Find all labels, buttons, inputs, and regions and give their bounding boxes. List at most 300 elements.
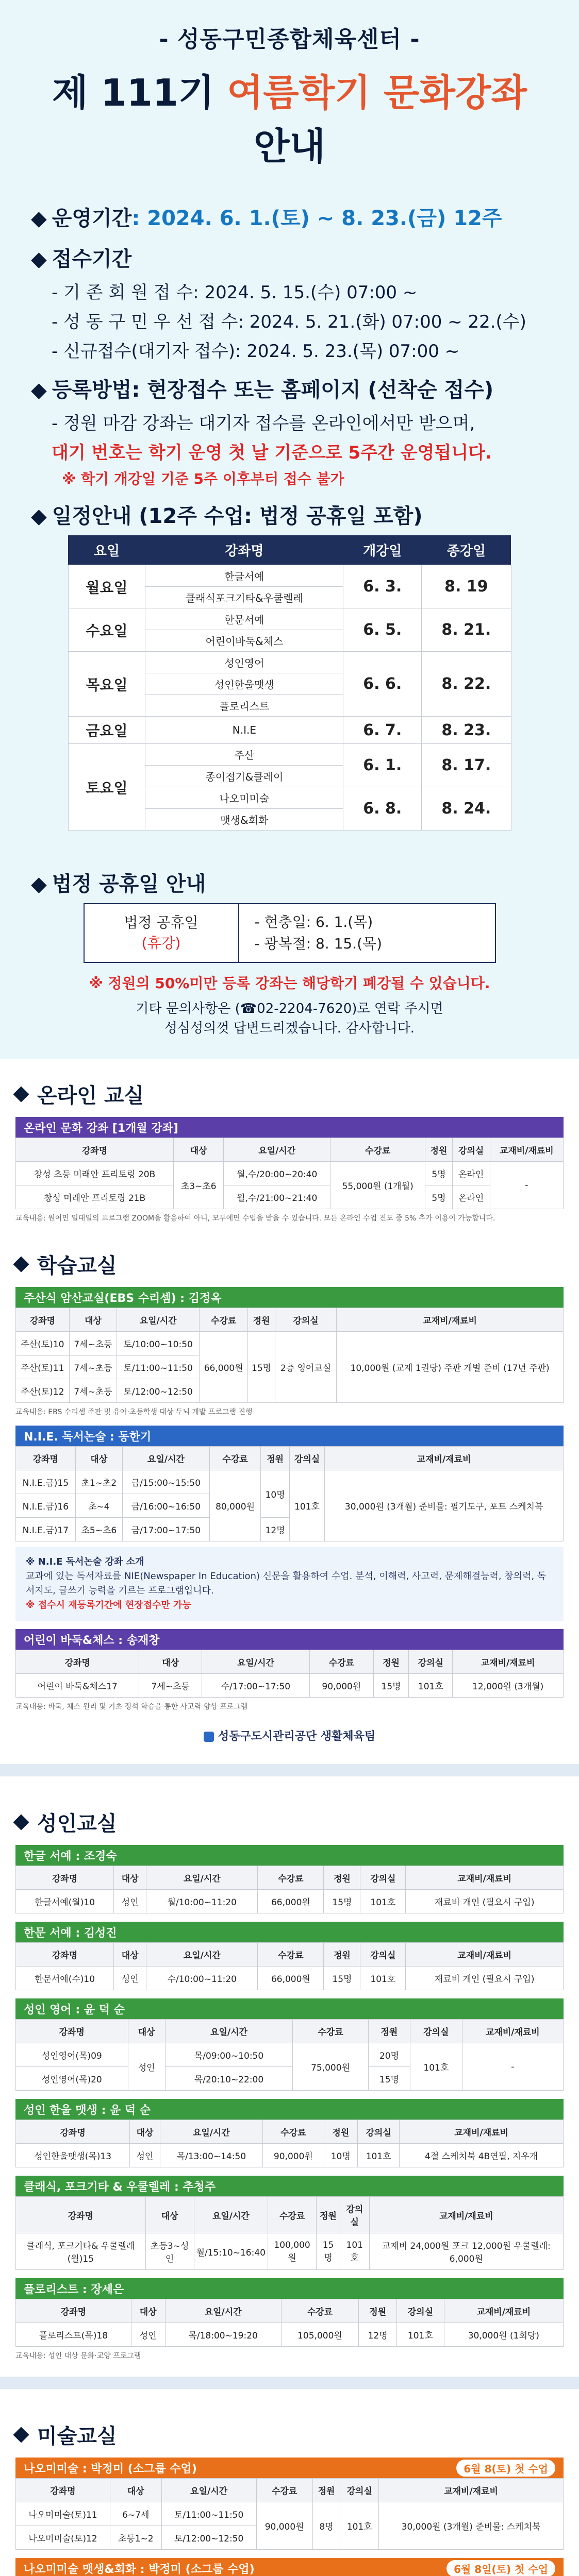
table-header: 강의실 <box>275 1308 336 1332</box>
table-header: 교재비/재료비 <box>406 1943 564 1967</box>
table-header: 요일/시간 <box>146 1866 258 1890</box>
cell: 성인영어(목)09 <box>16 2043 128 2067</box>
cell: 10명 <box>324 2144 358 2167</box>
title-post: 안내 <box>253 125 326 168</box>
cell: 101호 <box>360 1967 406 1990</box>
schedule-course: 클래식포크기타&우쿨렐레 <box>145 587 343 608</box>
cell: 7세~초등 <box>69 1379 117 1403</box>
schedule-end: 8. 23. <box>422 717 511 744</box>
cell: 초~4 <box>75 1494 122 1518</box>
cell: 66,000원 <box>258 1967 324 1990</box>
footer-text: 성동구도시관리공단 생활체육팀 <box>218 1730 376 1743</box>
section-title <box>15 2420 564 2449</box>
adult-note: 교육내용: 성인 대상 문화·교양 프로그램 <box>15 2352 141 2360</box>
table-header: 대상 <box>114 1866 146 1890</box>
cell: 주산(토)12 <box>16 1379 70 1403</box>
cell: 토/11:00~11:50 <box>117 1355 200 1379</box>
table-header: 강좌명 <box>16 2020 128 2043</box>
cell: 20명 <box>368 2043 410 2067</box>
title-accent: 여름학기 문화강좌 <box>227 71 527 114</box>
table-header: 대상 <box>130 2120 160 2144</box>
cell: 금/16:00~16:50 <box>123 1494 210 1518</box>
table-header: 강좌명 <box>16 1866 114 1890</box>
cell: 창성 초등 미래안 프리토링 20B <box>16 1162 174 1185</box>
schedule-course: 한글서예 <box>145 565 343 587</box>
adult-table <box>15 2196 564 2270</box>
table-row <box>16 2233 564 2270</box>
schedule-course: 플로리스트 <box>145 695 343 717</box>
cell: 15명 <box>248 1332 275 1403</box>
course-bar-label: 주산식 암산교실(EBS 수리셈) : 김정옥 <box>24 1292 222 1305</box>
legal-title: 법정 공휴일 안내 <box>52 872 206 896</box>
table-header: 정원 <box>373 1650 409 1674</box>
adult-title: 성인교실 <box>37 1812 117 1836</box>
reg-line-2: - 성 동 구 민 우 선 접 수: 2024. 5. 21.(화) 07:00 ~ 22.(수) <box>52 312 526 332</box>
cell: 101호 <box>410 2043 462 2091</box>
table-header: 대상 <box>128 2020 165 2043</box>
table-header: 교재비/재료비 <box>379 2479 564 2502</box>
table-header: 요일/시간 <box>161 2479 256 2502</box>
cell: 101호 <box>397 2323 444 2347</box>
course-bar-label: 성인 한울 맷생 : 윤 덕 순 <box>24 2104 151 2117</box>
cell: 성인 <box>128 2043 165 2091</box>
diamond-icon <box>13 1086 29 1102</box>
cell: 4절 스케치북 4B연필, 지우개 <box>400 2144 564 2167</box>
cell: 토/10:00~10:50 <box>117 1332 200 1355</box>
legal-table <box>84 903 496 963</box>
cell: 90,000원 <box>309 1674 373 1698</box>
table-header: 강좌명 <box>16 1308 70 1332</box>
cell: 75,000원 <box>293 2043 369 2091</box>
legal-date: - 현충일: 6. 1.(목) <box>254 913 373 930</box>
table-header: 대상 <box>110 2479 161 2502</box>
table-header: 요일/시간 <box>165 2020 293 2043</box>
schedule-header: 강좌명 <box>145 535 343 565</box>
schedule-header: 개강일 <box>343 535 422 565</box>
schedule-end: 8. 19 <box>422 565 511 608</box>
adult-table <box>15 2019 564 2091</box>
cell: 12명 <box>261 1518 289 1541</box>
cell: 온라인 <box>452 1162 490 1185</box>
course-bar <box>15 1922 564 1942</box>
table-header: 강의실 <box>340 2479 379 2502</box>
table-header: 교재비/재료비 <box>325 1447 564 1470</box>
title-pre: 제 111기 <box>52 71 227 114</box>
cell: 토/11:00~11:50 <box>161 2502 256 2526</box>
table-header: 요일/시간 <box>123 1447 210 1470</box>
cell: 10명 <box>261 1470 289 1518</box>
course-bar-label: 온라인 문화 강좌 [1개월 강좌] <box>24 1122 178 1135</box>
table-header: 수강료 <box>256 2479 312 2502</box>
table-header: 수강료 <box>293 2020 369 2043</box>
page-title <box>31 63 548 170</box>
student-section <box>0 1229 579 1717</box>
table-header: 요일/시간 <box>194 2197 268 2233</box>
table-header: 요일/시간 <box>160 2120 263 2144</box>
table-header: 수강료 <box>330 1138 425 1162</box>
cell: 성인영어(목)20 <box>16 2067 128 2091</box>
footer-logo <box>0 1717 579 1754</box>
cell: 금/17:00~17:50 <box>123 1518 210 1541</box>
schedule-header: 종강일 <box>422 535 511 565</box>
table-header: 수강료 <box>258 1866 324 1890</box>
schedule-heading <box>31 500 548 529</box>
schedule-day: 토요일 <box>68 744 145 831</box>
hero-header <box>0 0 579 185</box>
reg-label: 접수기간 <box>52 247 132 271</box>
schedule-end: 8. 17. <box>422 744 511 787</box>
table-header: 정원 <box>324 1943 360 1967</box>
legal-heading <box>31 868 548 897</box>
cell: 교재비 24,000원 포크 12,000원 우쿨렐레: 6,000원 <box>369 2233 563 2270</box>
table-header: 강의실 <box>360 1866 406 1890</box>
course-bar-label: 어린이 바둑&체스 : 송재창 <box>24 1634 160 1647</box>
cell: 초3~초6 <box>174 1162 224 1209</box>
table-header: 교재비/재료비 <box>462 2020 563 2043</box>
table-header: 강좌명 <box>16 1447 76 1470</box>
schedule-table <box>68 535 511 831</box>
method-label: 등록방법: 현장접수 또는 홈페이지 (선착순 접수) <box>52 378 494 402</box>
table-header: 교재비/재료비 <box>444 2299 563 2323</box>
cell: 성인한울맷생(목)13 <box>16 2144 130 2167</box>
cell: 수/10:00~11:20 <box>146 1967 258 1990</box>
cell: 초5~초6 <box>75 1518 122 1541</box>
cell: 클래식, 포크기타& 우쿨렐레(월)15 <box>16 2233 146 2270</box>
art-section <box>0 2399 579 2576</box>
period-label: 운영기간 <box>52 207 132 230</box>
course-bar-label: 한글 서예 : 조경숙 <box>24 1850 117 1863</box>
closure-notice: ※ 정원의 50%미만 등록 강좌는 해당학기 폐강될 수 있습니다. <box>89 975 490 992</box>
reg-line-1: - 기 존 회 원 접 수: 2024. 5. 15.(수) 07:00 ~ <box>52 282 418 303</box>
desc-highlight: ※ 접수시 재등록기간에 현장접수만 가능 <box>26 1600 191 1611</box>
table-row <box>16 1185 564 1209</box>
cell: 15명 <box>368 2067 410 2091</box>
schedule-end: 8. 24. <box>422 787 511 831</box>
baduk-note: 교육내용: 바둑, 체스 원리 및 기초 정석 학습을 통한 사고력 향상 프로그램 <box>15 1703 248 1711</box>
cell: 55,000원 (1개월) <box>330 1162 425 1209</box>
schedule-start: 6. 6. <box>343 652 422 717</box>
contact-line: 기타 문의사항은 (☎02-2204-7620)로 연락 주시면 <box>136 1001 443 1016</box>
info-block <box>0 185 579 851</box>
table-header: 대상 <box>131 2299 165 2323</box>
course-bar-label: 클래식, 포크기타 & 우쿨렐레 : 추청주 <box>24 2180 216 2194</box>
diamond-icon <box>13 1256 29 1272</box>
schedule-course: 어린이바둑&체스 <box>145 630 343 652</box>
cell: 목/20:10~22:00 <box>165 2067 293 2091</box>
schedule-day: 목요일 <box>68 652 145 717</box>
cell: 101호 <box>358 2144 400 2167</box>
cell: N.I.E.금)17 <box>16 1518 76 1541</box>
cell: 7세~초등 <box>139 1674 202 1698</box>
cell: 80,000원 <box>209 1470 261 1541</box>
table-header: 정원 <box>324 1866 360 1890</box>
course-bar <box>15 1287 564 1308</box>
cell: 금/15:00~15:50 <box>123 1470 210 1494</box>
table-header: 강의실 <box>340 2197 369 2233</box>
cell: 창성 미래안 프리토링 21B <box>16 1185 174 1209</box>
naomi-table <box>15 2478 564 2550</box>
cell: - <box>462 2043 563 2091</box>
schedule-start: 6. 3. <box>343 565 422 608</box>
bullet-icon: ◆ <box>31 247 47 271</box>
online-table <box>15 1138 564 1209</box>
legal-left-bottom: (휴강) <box>141 935 181 952</box>
schedule-course: 성인영어 <box>145 652 343 673</box>
course-bar <box>15 1117 564 1138</box>
table-header: 강좌명 <box>16 2197 146 2233</box>
cell: 초등3~성인 <box>145 2233 194 2270</box>
cell: 5명 <box>425 1162 452 1185</box>
table-row <box>68 565 511 587</box>
cell: 초등1~2 <box>110 2526 161 2550</box>
table-header: 요일/시간 <box>202 1650 309 1674</box>
table-row <box>16 1890 564 1913</box>
desc-text: 교과에 있는 독서자료를 NIE(Newspaper In Education) 신문을 활용하여 수업. 분석, 이해력, 사고력, 문제해결능력, 창의력, 독서지도, 글쓰기 능력을 기르는 프로그램입니다. <box>26 1571 547 1596</box>
table-row <box>68 717 511 744</box>
course-bar-label: 한문 서예 : 김성진 <box>24 1926 117 1940</box>
course-bar-label: 플로리스트 : 장세은 <box>24 2283 124 2296</box>
bullet-icon: ◆ <box>31 872 47 896</box>
cell: 한글서예(월)10 <box>16 1890 114 1913</box>
schedule-header: 요일 <box>68 535 145 565</box>
first-class-badge: 6월 8일(토) 첫 수업 <box>446 2560 555 2576</box>
cell: - <box>490 1162 563 1209</box>
table-row <box>68 744 511 766</box>
bullet-icon: ◆ <box>31 504 47 528</box>
method-line-2: 대기 번호는 학기 운영 첫 날 기준으로 5주간 운영됩니다. <box>52 443 492 463</box>
cell: 8명 <box>312 2502 340 2550</box>
course-bar-label: 성인 영어 : 윤 덕 순 <box>24 2003 125 2016</box>
table-header: 교재비/재료비 <box>337 1308 564 1332</box>
schedule-start: 6. 8. <box>343 787 422 831</box>
course-bar <box>15 1998 564 2019</box>
schedule-start: 6. 1. <box>343 744 422 787</box>
cell: 성인 <box>131 2323 165 2347</box>
section-title <box>15 1079 564 1109</box>
table-row <box>68 608 511 630</box>
table-header: 대상 <box>75 1447 122 1470</box>
cell: 101호 <box>409 1674 453 1698</box>
table-header: 정원 <box>248 1308 275 1332</box>
cell: 30,000원 (1회당) <box>444 2323 563 2347</box>
cell: 수/17:00~17:50 <box>202 1674 309 1698</box>
cell: 재료비 개인 (필요시 구입) <box>406 1890 564 1913</box>
method-note: ※ 학기 개강일 기준 5주 이후부터 접수 불가 <box>62 470 344 487</box>
cell: 초1~초2 <box>75 1470 122 1494</box>
table-header: 대상 <box>174 1138 224 1162</box>
online-section <box>0 1059 579 1229</box>
cell: 나오미미술(토)12 <box>16 2526 110 2550</box>
schedule-day: 금요일 <box>68 717 145 744</box>
cell: 15명 <box>324 1890 360 1913</box>
cell: 66,000원 <box>258 1890 324 1913</box>
diamond-icon <box>13 2427 29 2443</box>
cell: 101호 <box>289 1470 325 1541</box>
table-header: 수강료 <box>258 1943 324 1967</box>
cell: 나오미미술(토)11 <box>16 2502 110 2526</box>
contact-info <box>31 999 548 1038</box>
table-header: 강좌명 <box>16 1650 139 1674</box>
course-bar-label: N.I.E. 독서논술 : 동한기 <box>24 1430 152 1444</box>
table-header: 요일/시간 <box>224 1138 330 1162</box>
table-header: 정원 <box>425 1138 452 1162</box>
cell: 온라인 <box>452 1185 490 1209</box>
cell: 어린이 바둑&체스17 <box>16 1674 139 1698</box>
nie-table <box>15 1446 564 1541</box>
section-title <box>15 1249 564 1279</box>
cell: 주산(토)11 <box>16 1355 70 1379</box>
course-bar <box>15 1426 564 1446</box>
cell: 12,000원 (3개월) <box>453 1674 564 1698</box>
table-header: 정원 <box>359 2299 397 2323</box>
table-row <box>16 1674 564 1698</box>
cell: 105,000원 <box>281 2323 358 2347</box>
table-row <box>16 1162 564 1185</box>
cell: 101호 <box>340 2233 369 2270</box>
art-title: 미술교실 <box>37 2425 117 2448</box>
legal-left <box>85 904 239 962</box>
schedule-label: 일정안내 (12주 수업: 법정 공휴일 포함) <box>52 504 423 528</box>
legal-left-top: 법정 공휴일 <box>124 914 198 931</box>
table-header: 대상 <box>145 2197 194 2233</box>
table-header: 수강료 <box>199 1308 247 1332</box>
cell: 30,000원 (3개월) 준비물: 스케치북 <box>379 2502 564 2550</box>
cell: 5명 <box>425 1185 452 1209</box>
schedule-course: N.I.E <box>145 717 343 744</box>
course-bar <box>15 1629 564 1650</box>
schedule-end: 8. 22. <box>422 652 511 717</box>
table-header: 수강료 <box>268 2197 316 2233</box>
adult-table <box>15 1942 564 1990</box>
online-note: 교육내용: 원어민 일대일의 프로그램 ZOOM을 활용하여 아니, 모두에면 수업을 받을 수 있습니다. 모든 온라인 수업 진도 중 5% 추가 이용이 가능합니다. <box>15 1214 495 1223</box>
cell: 90,000원 <box>256 2502 312 2550</box>
table-header: 교재비/재료비 <box>369 2197 563 2233</box>
table-header: 요일/시간 <box>165 2299 281 2323</box>
table-header: 교재비/재료비 <box>490 1138 563 1162</box>
table-header: 수강료 <box>209 1447 261 1470</box>
schedule-course: 성인한울맷생 <box>145 673 343 695</box>
table-header: 강의실 <box>452 1138 490 1162</box>
method-heading <box>31 374 548 403</box>
table-row <box>16 1470 564 1494</box>
nie-description <box>15 1547 564 1621</box>
course-bar <box>15 2176 564 2196</box>
schedule-start: 6. 7. <box>343 717 422 744</box>
table-header: 정원 <box>312 2479 340 2502</box>
table-header: 강의실 <box>360 1943 406 1967</box>
cell: 월,수/21:00~21:40 <box>224 1185 330 1209</box>
schedule-end: 8. 21. <box>422 608 511 652</box>
cell: 30,000원 (3개월) 준비물: 필기도구, 포트 스케치북 <box>325 1470 564 1541</box>
table-header: 대상 <box>69 1308 117 1332</box>
table-header: 요일/시간 <box>146 1943 258 1967</box>
adult-section <box>0 1787 579 2366</box>
cell: 재료비 개인 (필요시 구입) <box>406 1967 564 1990</box>
cell: 목/09:00~10:50 <box>165 2043 293 2067</box>
cell: 2층 영어교실 <box>275 1332 336 1403</box>
table-header: 강의실 <box>397 2299 444 2323</box>
schedule-course: 종이접기&클레이 <box>145 766 343 787</box>
cell: 6~7세 <box>110 2502 161 2526</box>
table-header: 강의실 <box>358 2120 400 2144</box>
table-header: 정원 <box>368 2020 410 2043</box>
course-bar <box>15 1845 564 1866</box>
table-header: 강좌명 <box>16 1138 174 1162</box>
table-header: 정원 <box>317 2197 340 2233</box>
cell: N.I.E.금)16 <box>16 1494 76 1518</box>
divider <box>0 1764 579 1776</box>
cell: 토/12:00~12:50 <box>117 1379 200 1403</box>
legal-date: - 광복절: 8. 15.(목) <box>254 935 383 952</box>
cell: 7세~초등 <box>69 1332 117 1355</box>
table-header: 정원 <box>324 2120 358 2144</box>
table-header: 교재비/재료비 <box>400 2120 564 2144</box>
table-header: 강좌명 <box>16 1943 114 1967</box>
adult-table <box>15 1866 564 1913</box>
schedule-course: 맷생&회화 <box>145 809 343 831</box>
online-title: 온라인 교실 <box>37 1084 144 1108</box>
course-bar-label: 나오미미술 : 박정미 (소그룹 수업) <box>24 2462 197 2476</box>
section-title <box>15 1807 564 1837</box>
cell: 15명 <box>373 1674 409 1698</box>
cell: 성인 <box>114 1890 146 1913</box>
cell: 성인 <box>114 1967 146 1990</box>
schedule-course: 한문서예 <box>145 608 343 630</box>
table-row <box>16 2323 564 2347</box>
cell: 15명 <box>324 1967 360 1990</box>
student-title: 학습교실 <box>37 1254 117 1278</box>
cell: 12명 <box>359 2323 397 2347</box>
bullet-icon: ◆ <box>31 207 47 230</box>
table-header: 강의실 <box>289 1447 325 1470</box>
course-bar <box>15 2099 564 2120</box>
table-header: 대상 <box>139 1650 202 1674</box>
course-bar <box>15 2458 564 2478</box>
reg-line-3: - 신규접수(대기자 접수): 2024. 5. 23.(목) 07:00 ~ <box>52 341 460 362</box>
method-line-1: - 정원 마감 강좌는 대기자 접수를 온라인에서만 받으며, <box>52 413 475 434</box>
logo-icon <box>204 1732 214 1742</box>
desc-title: ※ N.I.E 독서논술 강좌 소개 <box>26 1556 144 1567</box>
cell: 월,수/20:00~20:40 <box>224 1162 330 1185</box>
table-header: 수강료 <box>309 1650 373 1674</box>
cell: 한문서예(수)10 <box>16 1967 114 1990</box>
cell: 10,000원 (교재 1권당) 주판 개별 준비 (17년 주판) <box>337 1332 564 1403</box>
cell: 목/18:00~19:20 <box>165 2323 281 2347</box>
adult-table <box>15 2120 564 2167</box>
course-bar <box>15 2558 564 2576</box>
cell: 플로리스트(목)18 <box>16 2323 131 2347</box>
course-bar-label: 나오미미술 맷생&회화 : 박정미 (소그룹 수업) <box>24 2563 255 2576</box>
schedule-course: 나오미미술 <box>145 787 343 809</box>
cell: 101호 <box>360 1890 406 1913</box>
reg-heading <box>31 243 548 272</box>
bullet-icon: ◆ <box>31 378 47 402</box>
table-header: 강의실 <box>409 1650 453 1674</box>
cell: 100,000원 <box>268 2233 316 2270</box>
first-class-badge: 6월 8(토) 첫 수업 <box>456 2460 555 2477</box>
table-header: 강좌명 <box>16 2299 131 2323</box>
table-header: 강좌명 <box>16 2479 110 2502</box>
schedule-day: 수요일 <box>68 608 145 652</box>
cell: 월/15:10~16:40 <box>194 2233 268 2270</box>
divider <box>0 2377 579 2389</box>
cell: 66,000원 <box>199 1332 247 1403</box>
table-row <box>68 652 511 673</box>
table-header: 요일/시간 <box>117 1308 200 1332</box>
cell: 월/10:00~11:20 <box>146 1890 258 1913</box>
legal-holiday-block <box>0 851 579 1059</box>
cell: 90,000원 <box>263 2144 324 2167</box>
